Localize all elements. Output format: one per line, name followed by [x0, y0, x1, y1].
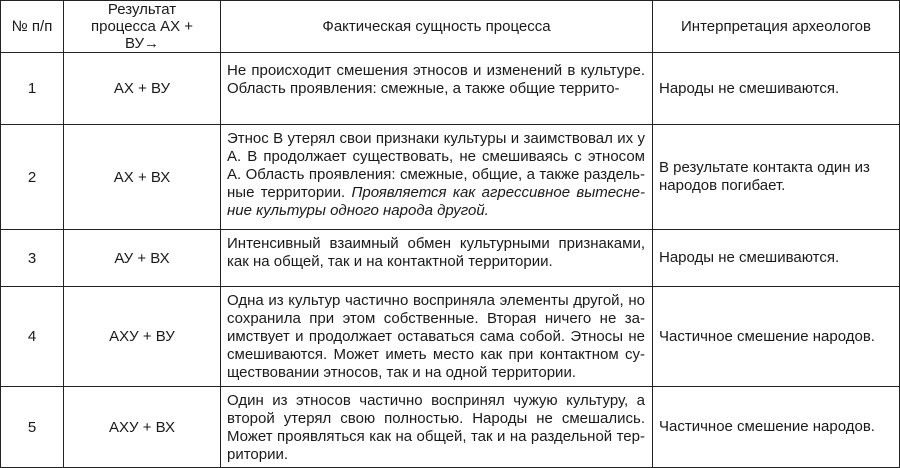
table-row — [1, 387, 900, 468]
row-interpretation: Частичное смешение народов. — [653, 287, 900, 387]
row-result: АХ + ВХ — [64, 125, 221, 230]
essence-text: Интенсивный взаимный обмен культурными признаками, как на общей, так и на контактной территории. — [227, 235, 645, 270]
essence-italic: Проявляется как агрессивное вытесне- ние культуры одного народа другой. — [227, 184, 646, 219]
row-number: 1 — [1, 53, 64, 125]
header-essence: Фактическая сущность процесса — [221, 1, 653, 53]
row-result: АУ + ВХ — [64, 230, 221, 287]
essence-text: Не происходит смешения этносов и изменений в культуре. Область проявления: смежные, а также общие террито- — [227, 62, 645, 97]
table-row — [1, 125, 900, 230]
row-interpretation: Частичное смешение народов. — [653, 387, 900, 468]
row-interpretation: Народы не смешиваются. — [653, 230, 900, 287]
row-essence — [221, 53, 653, 125]
table-row — [1, 287, 900, 387]
row-essence — [221, 125, 653, 230]
essence-text: Один из этносов частично воспринял чужую культуру, а второй утерял свою полностью. Народы не смешались. Может проявляться как на общей, так и на раздельной тер- ритории. — [227, 392, 645, 463]
essence-plain: Этнос В утерял свои признаки культуры и заимствовал их у А. В продолжает существовать, не смешиваясь с этносом А. Область проявления: смежные, общие, а также раздель- ные территории. — [227, 130, 645, 201]
row-number: 5 — [1, 387, 64, 468]
row-result: АХУ + ВУ — [64, 287, 221, 387]
header-interp: Интерпретация археологов — [653, 1, 900, 53]
row-result: АХ + ВУ — [64, 53, 221, 125]
row-number: 3 — [1, 230, 64, 287]
row-number: 4 — [1, 287, 64, 387]
essence-text: Одна из культур частично восприняла элементы другой, но сохранила при этом собственные. Вторая ничего не за- имствует и продолжает оставаться сама собой. Этносы не смешиваются. Может иметь место как при контактном су- ществовании этносов, так и на одной территории. — [227, 292, 645, 381]
row-essence — [221, 387, 653, 468]
row-interpretation: Народы не смешиваются. — [653, 53, 900, 125]
table-row — [1, 53, 900, 125]
header-row — [1, 1, 900, 53]
header-num: № п/п — [1, 1, 64, 53]
row-essence — [221, 287, 653, 387]
table-row — [1, 230, 900, 287]
header-result: Результат процесса АХ + ВУ→ — [64, 1, 221, 53]
row-number: 2 — [1, 125, 64, 230]
row-interpretation: В результате контакта один из народов погибает. — [653, 125, 900, 230]
essence-text — [227, 130, 645, 220]
row-essence — [221, 230, 653, 287]
row-result: АХУ + ВХ — [64, 387, 221, 468]
